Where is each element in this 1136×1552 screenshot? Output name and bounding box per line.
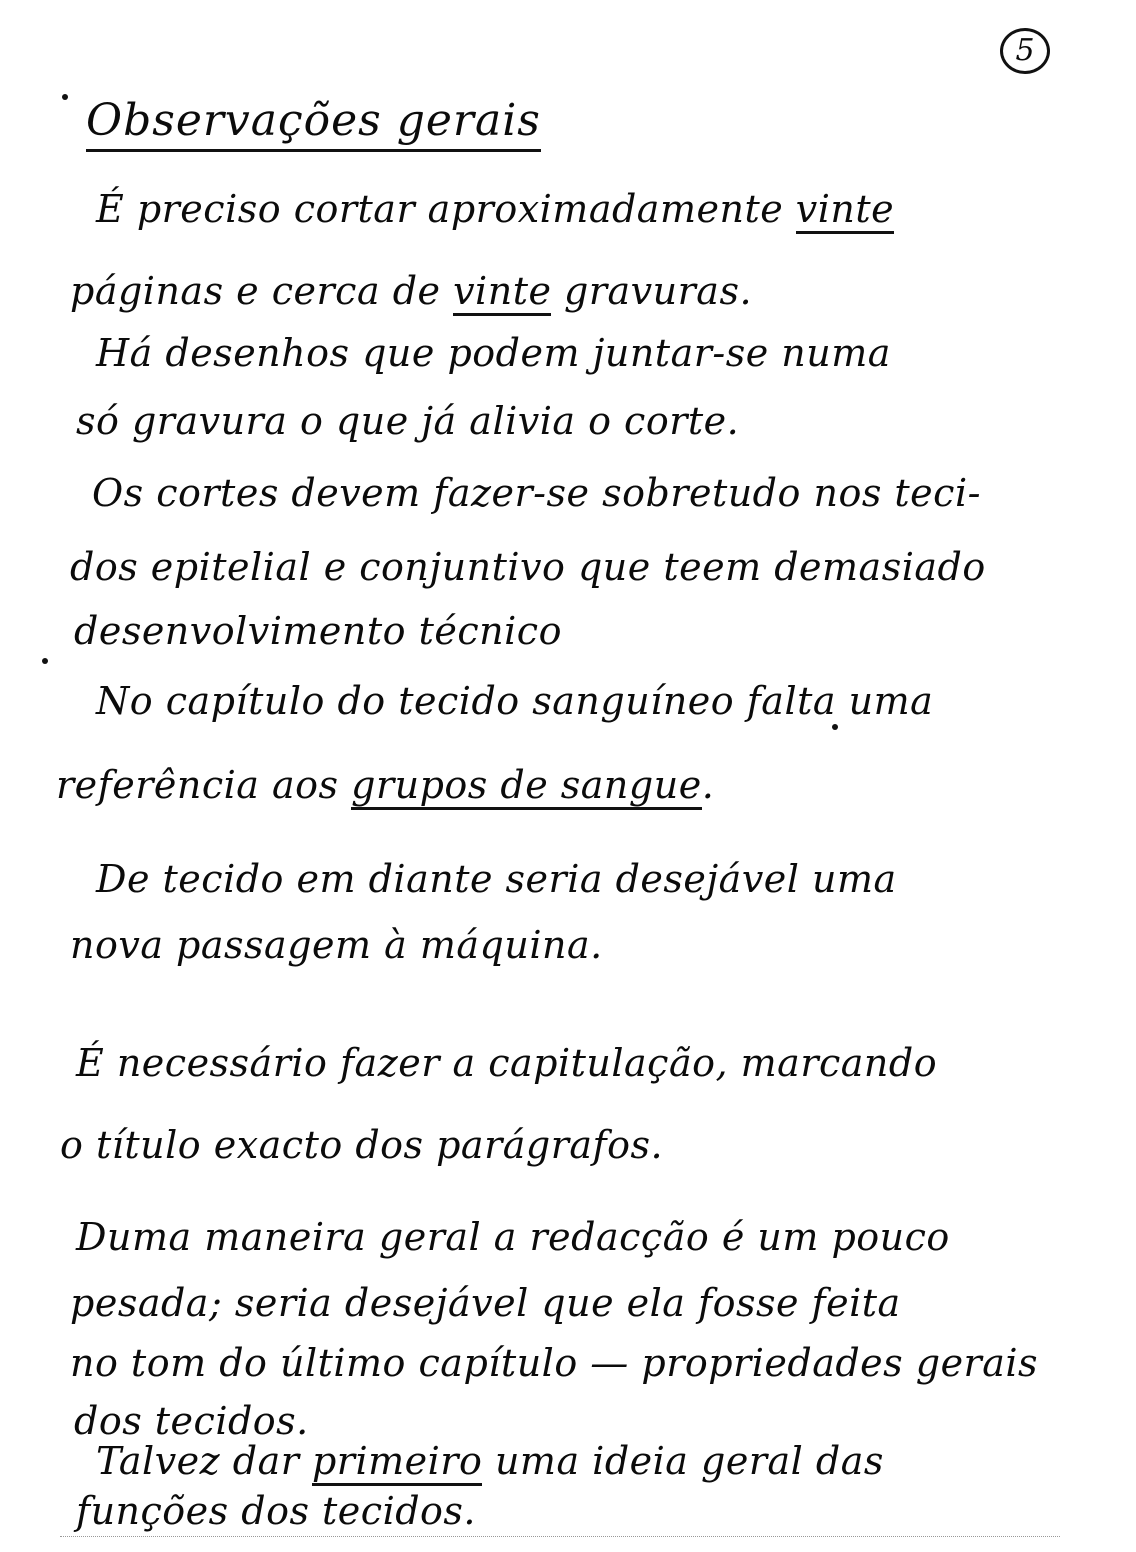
note-line: Talvez dar primeiro uma ideia geral das — [96, 1438, 884, 1484]
note-line: Há desenhos que podem juntar-se numa — [96, 331, 891, 375]
scan-edge — [60, 1536, 1060, 1537]
note-line: desenvolvimento técnico — [74, 609, 562, 653]
underlined-phrase: vinte — [796, 187, 894, 234]
ink-speck — [832, 724, 838, 730]
underlined-phrase: grupos de sangue — [351, 763, 702, 810]
note-line: É necessário fazer a capitulação, marcando — [76, 1041, 938, 1085]
note-line: funções dos tecidos. — [76, 1489, 477, 1533]
note-line: dos epitelial e conjuntivo que teem demasiado — [70, 545, 986, 589]
note-line: nova passagem à máquina. — [70, 923, 603, 967]
note-line: o título exacto dos parágrafos. — [60, 1123, 664, 1167]
ink-speck — [42, 658, 48, 664]
note-line: referência aos grupos de sangue. — [56, 762, 714, 808]
page-title: Observações gerais — [86, 95, 541, 152]
note-line: só gravura o que já alivia o corte. — [76, 399, 740, 443]
note-line: Os cortes devem fazer-se sobretudo nos teci- — [92, 471, 981, 515]
page-number: 5 — [1000, 28, 1050, 74]
note-line: No capítulo do tecido sanguíneo falta uma — [96, 679, 934, 723]
note-line: páginas e cerca de vinte gravuras. — [70, 268, 752, 314]
ink-speck — [62, 94, 68, 100]
note-line: dos tecidos. — [74, 1399, 309, 1443]
underlined-phrase: vinte — [453, 269, 551, 316]
note-line: no tom do último capítulo — propriedades gerais — [70, 1341, 1039, 1385]
note-line: pesada; seria desejável que ela fosse feita — [70, 1281, 901, 1325]
note-line: Duma maneira geral a redacção é um pouco — [76, 1215, 950, 1259]
note-line: É preciso cortar aproximadamente vinte — [96, 186, 894, 232]
underlined-phrase: primeiro — [312, 1439, 482, 1486]
note-line: De tecido em diante seria desejável uma — [96, 857, 897, 901]
